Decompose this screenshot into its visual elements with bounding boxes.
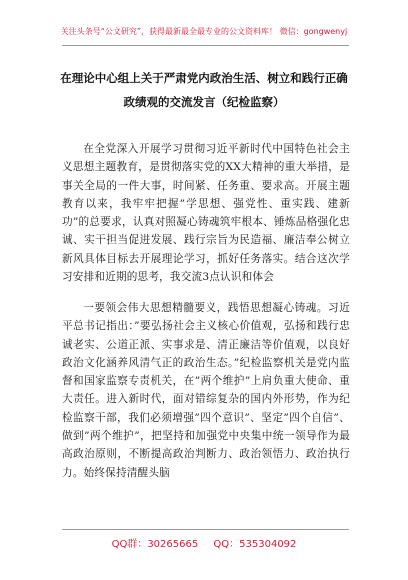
title-line-2: 政绩观的交流发言（纪检监察） [123, 95, 285, 109]
body-paragraph-2: 一要领会伟大思想精髓要义，践悟思想凝心铸魂。习近平总书记指出：”要弘扬社会主义核心价值观，弘扬和践行忠诚老实、公道正派、实事求是、清正廉洁等价值观，以良好政治文化涵养风清气正的政治生态。”纪检监察机关是党内监督和国家监察专责机关，在”两个维护”上肩负重大使命、重大责任。进入新时代，面对错综复杂的国内外形势，作为纪检监察干部，我们必须增强”四个意识”、坚定”四个自信”、做到”两个维护”，把坚持和加强党中央集中统一领导作为最高政治原则，不断提高政治判断力、政治领悟力、政治执行力。始终保持清醒头脑 [62, 302, 350, 479]
document-title [58, 66, 350, 114]
title-line-1: 在理论中心组上关于严肃党内政治生活、树立和践行正确 [60, 71, 348, 85]
header-divider [62, 45, 349, 46]
footer-divider [62, 529, 349, 530]
footer-qq-group: QQ群：30265665 [111, 539, 199, 550]
body-paragraph-1: 在全党深入开展学习贯彻习近平新时代中国特色社会主义思想主题教育，是贯彻落实党的XX大精神的重大举措，是事关全局的一件大事，时间紧、任务重、要求高。开展主题教育以来，我牢牢把握”学思想、强党性、重实践、建新功”的总要求，认真对照凝心铸魂筑牢根本、锤炼品格强化忠诚、实干担当促进发展、践行宗旨为民造福、廉洁奉公树立新风具体目标去开展理论学习，抓好任务落实。结合这次学习安排和近期的思考，我交流3点认识和体会 [62, 143, 350, 284]
footer-qq: QQ：535304092 [213, 539, 297, 550]
footer [0, 535, 408, 550]
header-note: 关注头条号“公文研究”，获得最新最全最专业的公文资料库！ 微信：gongwenyj [60, 27, 348, 36]
